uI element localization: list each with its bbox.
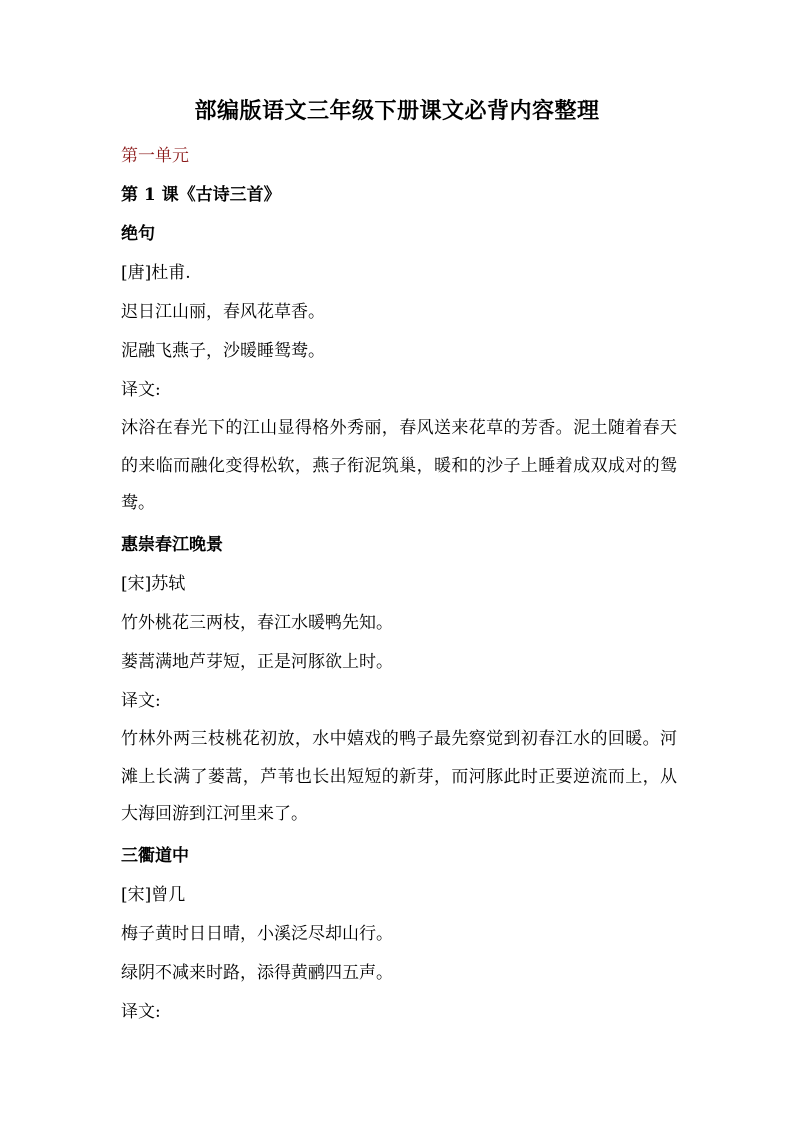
poem-line: 竹外桃花三两枝，春江水暖鸭先知。 <box>121 613 393 633</box>
translation-text: 沐浴在春光下的江山显得格外秀丽，春风送来花草的芳香。泥土随着春天的来临而融化变得松软，燕子衔泥筑巢，暖和的沙子上睡着成双成对的鸳鸯。 <box>121 418 677 513</box>
lesson-heading: 第 1 课《古诗三首》 <box>121 185 281 205</box>
poem-title: 绝句 <box>121 224 155 244</box>
poem-line: 迟日江山丽，春风花草香。 <box>121 302 325 322</box>
translation-label: 译文: <box>121 380 161 400</box>
poem-author: [唐]杜甫. <box>121 263 191 283</box>
poem-line: 泥融飞燕子，沙暖睡鸳鸯。 <box>121 341 325 361</box>
poem-title: 惠崇春江晚景 <box>121 535 223 555</box>
translation-text: 竹林外两三枝桃花初放，水中嬉戏的鸭子最先察觉到初春江水的回暖。河滩上长满了蒌蒿，芦苇也长出短短的新芽，而河豚此时正要逆流而上，从大海回游到江河里来了。 <box>121 729 677 824</box>
poem-line: 绿阴不减来时路，添得黄鹂四五声。 <box>121 963 393 983</box>
poem-line: 梅子黄时日日晴，小溪泛尽却山行。 <box>121 924 393 944</box>
translation-label: 译文: <box>121 691 161 711</box>
poem-title: 三衢道中 <box>121 846 189 866</box>
unit-heading: 第一单元 <box>121 146 189 166</box>
poem-author: [宋]曾几 <box>121 885 186 905</box>
document-title: 部编版语文三年级下册课文必背内容整理 <box>194 98 600 124</box>
poem-author: [宋]苏轼 <box>121 574 186 594</box>
poem-line: 蒌蒿满地芦芽短，正是河豚欲上时。 <box>121 652 393 672</box>
translation-label: 译文: <box>121 1002 161 1022</box>
